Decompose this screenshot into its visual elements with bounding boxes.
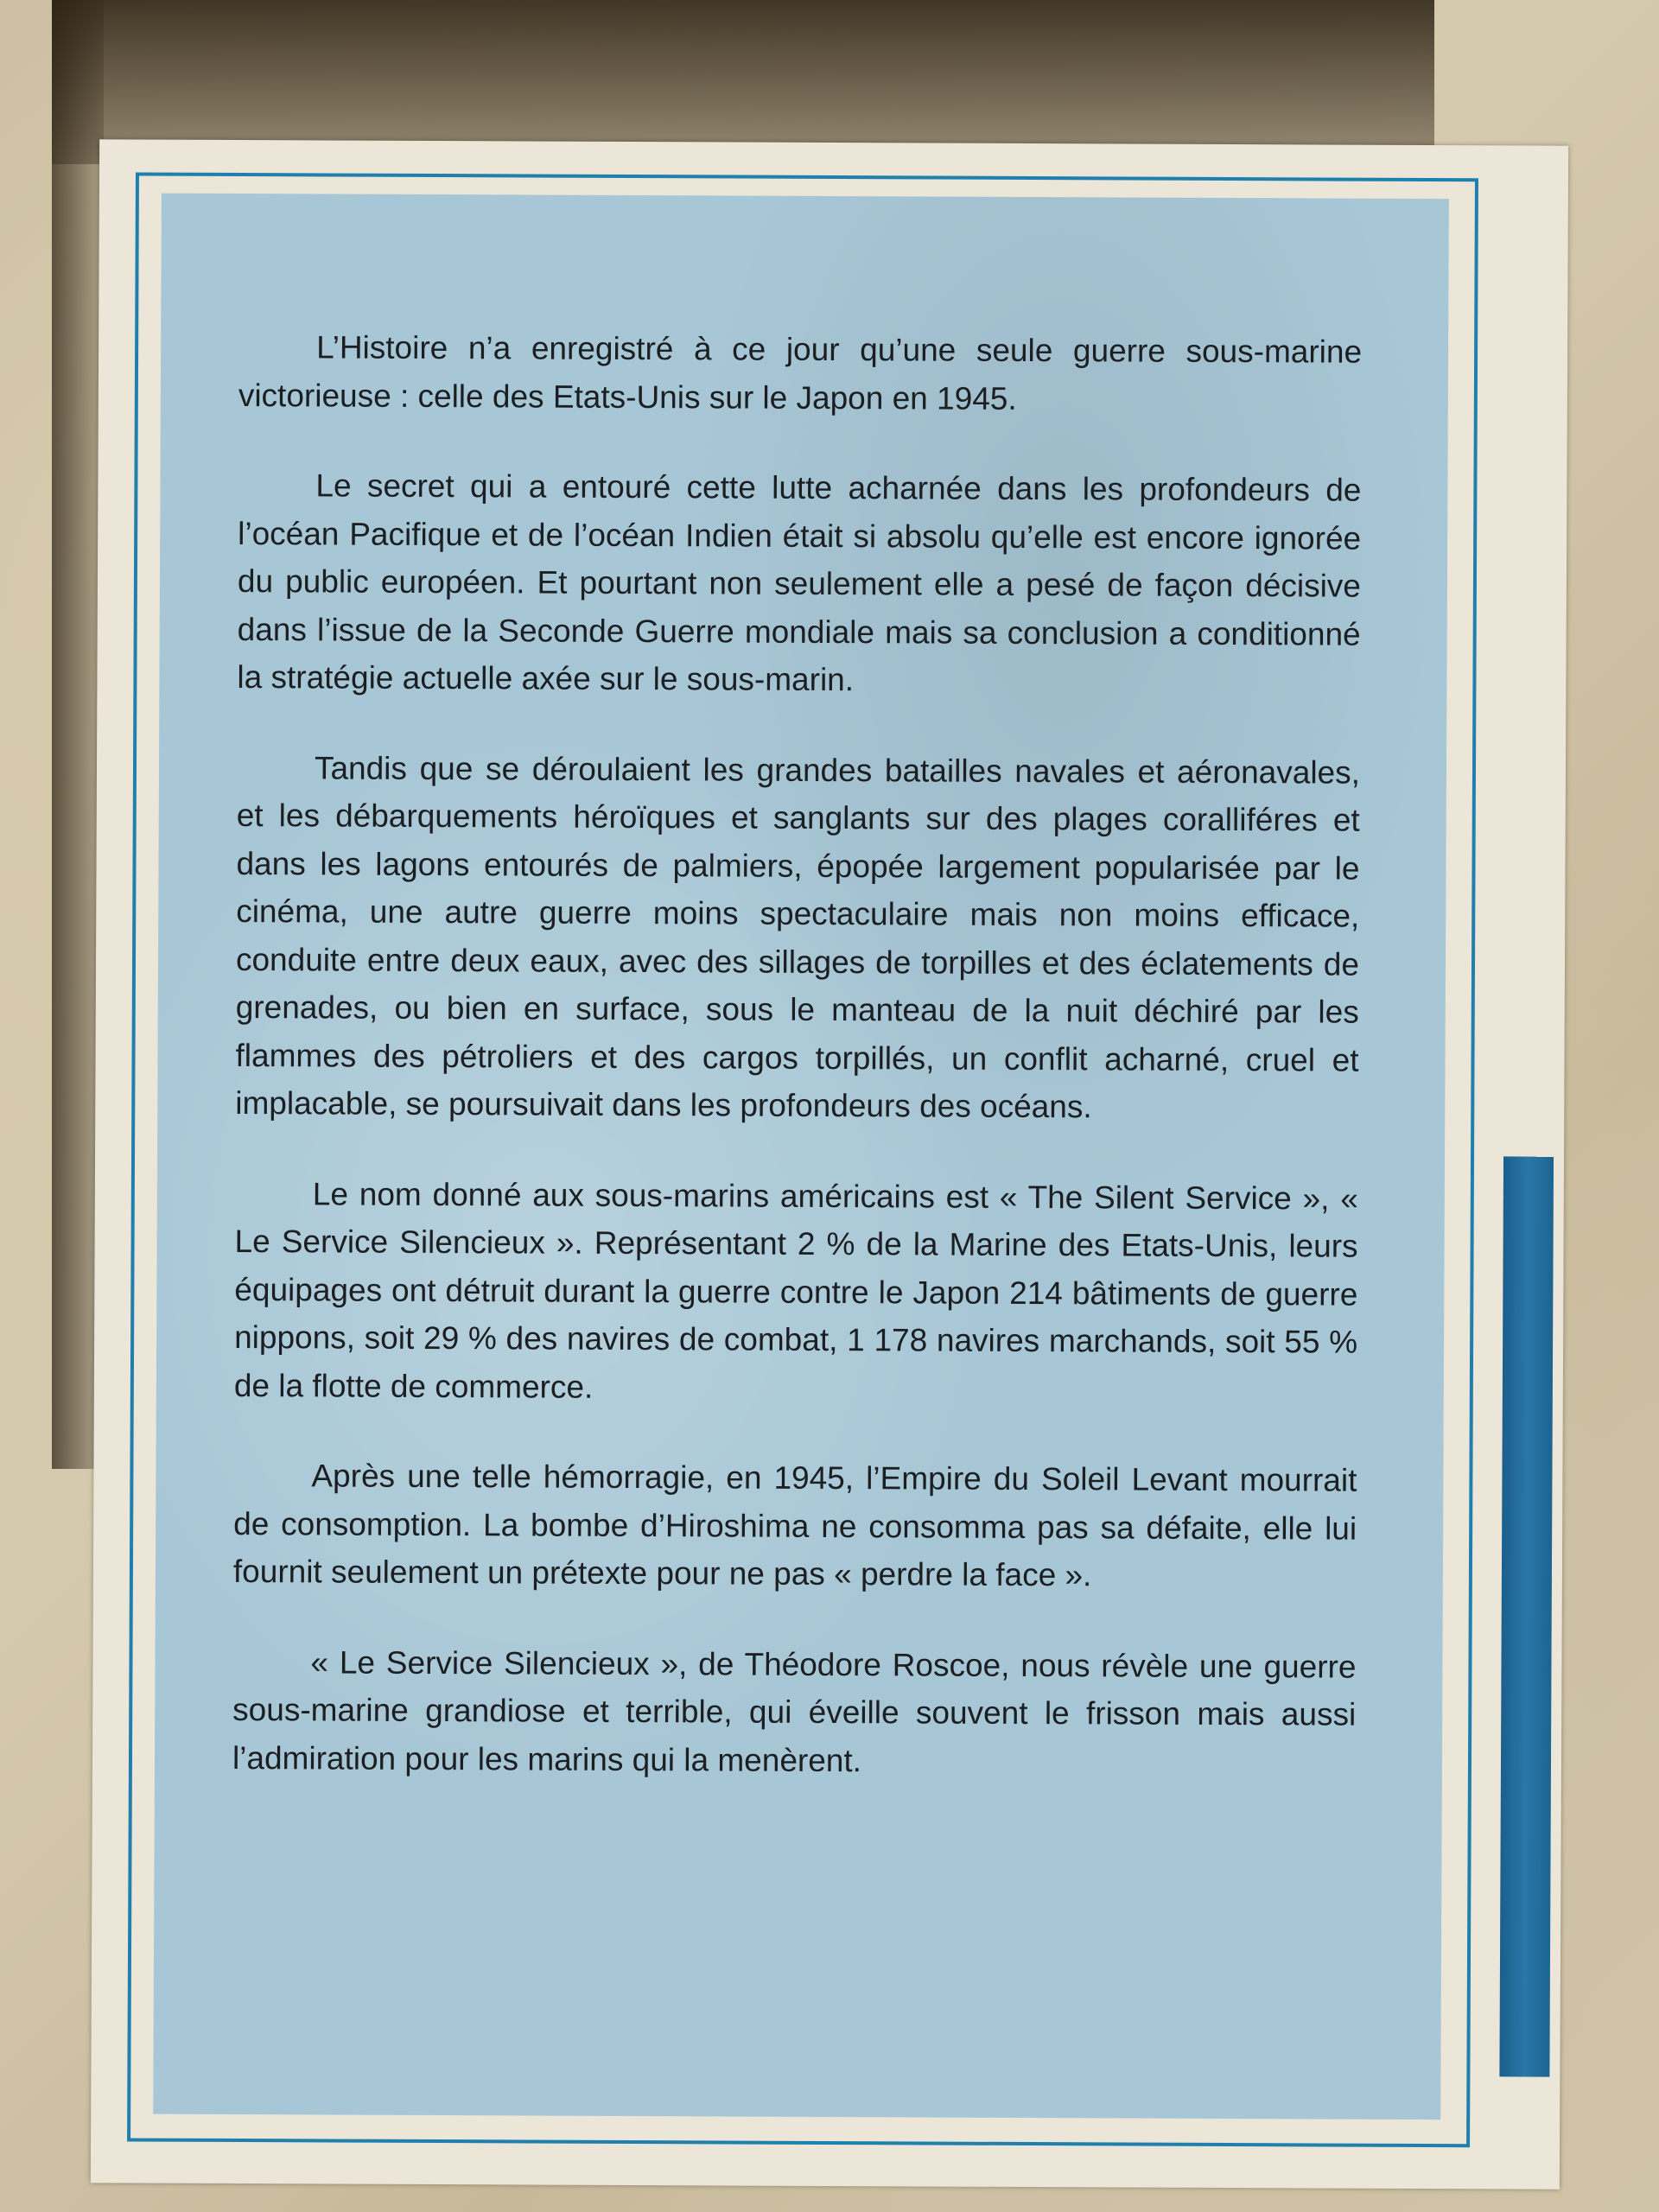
spine-color-strip — [1499, 1156, 1554, 2076]
paragraph-3: Tandis que se déroulaient les grandes batailles navales et aéronavales, et les débarquements héroïques et sanglants sur des plages coralliféres et dans les lagons entourés de palmiers, épopée largement popularisée par le cinéma, une autre guerre moins spectaculaire mais non moins efficace, conduite entre deux eaux, avec des sillages de torpilles et des éclatements de grenades, ou bien en surface, sous le manteau de la nuit déchiré par les flammes des pétroliers et des cargos torpillés, un conflit acharné, cruel et implacable, se poursuivait dans les profondeurs des océans. — [235, 749, 1361, 1125]
book-back-cover — [91, 139, 1568, 2189]
paragraph-4: Le nom donné aux sous-marins américains est « The Silent Service », « Le Service Silencieux ». Représentant 2 % de la Marine des Etats-Unis, leurs équipages ont détruit durant la guerre contre le Japon 214 bâtiments de guerre nippons, soit 29 % des navires de combat, 1 178 navires marchands, soit 55 % de la flotte de commerce. — [233, 1175, 1358, 1405]
paragraph-1: L’Histoire n’a enregistré à ce jour qu’une seule guerre sous-marine victorieuse : celle des Etats-Unis sur le Japon en 1945. — [238, 329, 1363, 416]
blurb-text — [232, 323, 1363, 1829]
paragraph-5: Après une telle hémorragie, en 1945, l’Empire du Soleil Levant mourrait de consomption. La bombe d’Hiroshima ne consomma pas sa défaite, elle lui fournit seulement un prétexte pour ne pas « perdre la face ». — [232, 1458, 1357, 1593]
blurb-panel — [153, 194, 1449, 2120]
paragraph-6: « Le Service Silencieux », de Théodore Roscoe, nous révèle une guerre sous-marine grandiose et terrible, qui éveille souvent le frisson mais aussi l’admiration pour les marins qui la menèrent. — [232, 1643, 1357, 1778]
paragraph-2: Le secret qui a entouré cette lutte acharnée dans les profondeurs de l’océan Pacifique et de l’océan Indien était si absolu qu’elle est encore ignorée du public européen. Et pourtant non seulement elle a pesé de façon décisive dans l’issue de la Seconde Guerre mondiale mais sa conclusion a conditionné la stratégie actuelle axée sur le sous-marin. — [237, 467, 1362, 698]
